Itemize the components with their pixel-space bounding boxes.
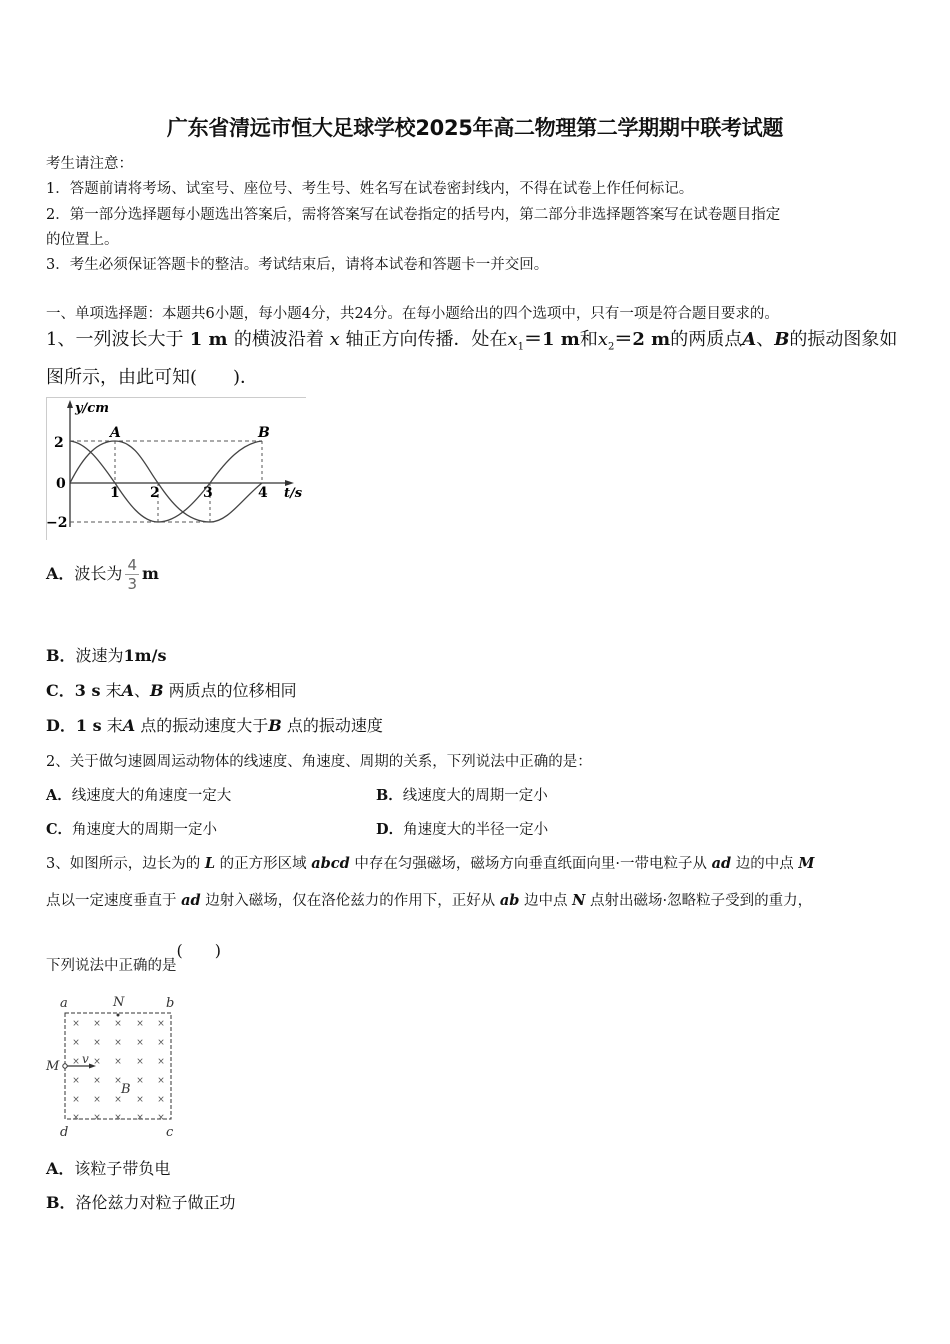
- svg-text:2: 2: [150, 485, 160, 501]
- q2-option-c[interactable]: C．角速度大的周期一定小: [46, 821, 218, 838]
- question-3-line-1: 3、如图所示，边长为的 L 的正方形区域 abcd 中存在匀强磁场，磁场方向垂直纸面向里·一带电粒子从 ad 边的中点 M: [46, 855, 815, 872]
- svg-text:×: ×: [136, 1076, 144, 1086]
- svg-text:×: ×: [157, 1076, 165, 1086]
- svg-text:×: ×: [157, 1038, 165, 1048]
- question-1-line-1: 1、一列波长大于 1 m 的横波沿着 x 轴正方向传播．处在$x_1=1$ m和$x_2=2$ m的两质点A、B的振动图象如: [46, 329, 898, 353]
- svg-text:×: ×: [93, 1019, 101, 1029]
- answer-paren: ( ): [176, 941, 221, 960]
- svg-text:×: ×: [157, 1057, 165, 1067]
- svg-text:×: ×: [72, 1038, 80, 1048]
- svg-text:a: a: [60, 996, 68, 1011]
- svg-text:0: 0: [56, 476, 66, 492]
- notice-item-2: 2．第一部分选择题每小题选出答案后，需将答案写在试卷指定的括号内，第二部分非选择题答案写在试卷题目指定: [46, 207, 781, 223]
- svg-text:×: ×: [114, 1076, 122, 1086]
- svg-text:×: ×: [114, 1057, 122, 1067]
- svg-text:×: ×: [72, 1095, 80, 1105]
- x-axis-label: t/s: [284, 486, 303, 501]
- svg-text:d: d: [60, 1125, 69, 1138]
- page-title: 广东省清远市恒大足球学校2025年高二物理第二学期期中联考试题: [166, 116, 784, 140]
- svg-text:×: ×: [136, 1038, 144, 1048]
- svg-text:B: B: [121, 1082, 131, 1097]
- svg-text:×: ×: [93, 1038, 101, 1048]
- y-axis-label: y/cm: [75, 401, 109, 416]
- question-1-line-2: 图所示，由此可知( )．: [46, 367, 259, 388]
- svg-text:3: 3: [203, 485, 213, 501]
- svg-text:×: ×: [93, 1113, 101, 1123]
- point-A-label: A: [110, 425, 121, 441]
- section-heading: 一、单项选择题：本题共6小题，每小题4分，共24分。在每小题给出的四个选项中，只有一项是符合题目要求的。: [46, 306, 779, 322]
- svg-text:×: ×: [72, 1019, 80, 1029]
- svg-text:b: b: [166, 996, 175, 1011]
- svg-text:×: ×: [114, 1095, 122, 1105]
- notice-item-1: 1．答题前请将考场、试室号、座位号、考生号、姓名写在试卷密封线内，不得在试卷上作任何标记。: [46, 181, 694, 197]
- svg-text:N: N: [113, 995, 125, 1010]
- svg-text:×: ×: [114, 1113, 122, 1123]
- svg-text:×: ×: [136, 1113, 144, 1123]
- question-3-line-2: 点以一定速度垂直于 ad 边射入磁场，仅在洛伦兹力的作用下，正好从 ab 边中点 N 点射出磁场·忽略粒子受到的重力，: [46, 892, 813, 909]
- question-2-text: 2、关于做匀速圆周运动物体的线速度、角速度、周期的关系，下列说法中正确的是：: [46, 754, 592, 770]
- svg-text:×: ×: [114, 1019, 122, 1029]
- q2-option-a[interactable]: A．线速度大的角速度一定大: [46, 787, 232, 804]
- svg-text:×: ×: [136, 1057, 144, 1067]
- svg-text:v: v: [82, 1052, 89, 1066]
- svg-text:×: ×: [136, 1095, 144, 1105]
- svg-text:M: M: [46, 1059, 60, 1074]
- svg-text:×: ×: [157, 1113, 165, 1123]
- q2-option-d[interactable]: D．角速度大的半径一定小: [376, 821, 549, 838]
- svg-text:×: ×: [72, 1113, 80, 1123]
- point-B-label: B: [258, 425, 270, 441]
- svg-text:1: 1: [110, 485, 120, 501]
- svg-text:−2: −2: [46, 515, 68, 531]
- svg-text:2: 2: [54, 435, 64, 451]
- svg-text:×: ×: [114, 1038, 122, 1048]
- svg-text:c: c: [166, 1125, 174, 1138]
- svg-text:×: ×: [157, 1019, 165, 1029]
- svg-text:×: ×: [157, 1095, 165, 1105]
- svg-text:×: ×: [93, 1095, 101, 1105]
- q1-option-a[interactable]: A．波长为 $\frac{4}{3}$ m: [46, 556, 159, 593]
- q1-option-d[interactable]: D．1 s 末A 点的振动速度大于B 点的振动速度: [46, 716, 383, 735]
- fraction: $\frac{4}{3}$: [127, 556, 137, 593]
- q2-option-b[interactable]: B．线速度大的周期一定小: [376, 787, 548, 804]
- question-3-line-3: 下列说法中正确的是( ): [46, 941, 221, 974]
- svg-text:×: ×: [93, 1076, 101, 1086]
- svg-text:×: ×: [136, 1019, 144, 1029]
- q1-option-b[interactable]: B．波速为1m/s: [46, 646, 167, 665]
- svg-text:4: 4: [258, 485, 268, 501]
- svg-text:×: ×: [72, 1057, 80, 1067]
- notice-item-2-cont: 的位置上。: [46, 232, 119, 248]
- q3-option-b[interactable]: B．洛伦兹力对粒子做正功: [46, 1193, 236, 1212]
- magnetic-field-figure: [44, 990, 184, 1138]
- svg-text:×: ×: [93, 1057, 101, 1067]
- notice-item-3: 3．考生必须保证答题卡的整洁。考试结束后，请将本试卷和答题卡一并交回。: [46, 257, 549, 273]
- q3-option-a[interactable]: A．该粒子带负电: [46, 1159, 171, 1178]
- vibration-graph: [46, 397, 306, 540]
- notice-heading: 考生请注意：: [46, 156, 133, 172]
- svg-text:×: ×: [72, 1076, 80, 1086]
- q1-option-c[interactable]: C．3 s 末A、B 两质点的位移相同: [46, 681, 297, 700]
